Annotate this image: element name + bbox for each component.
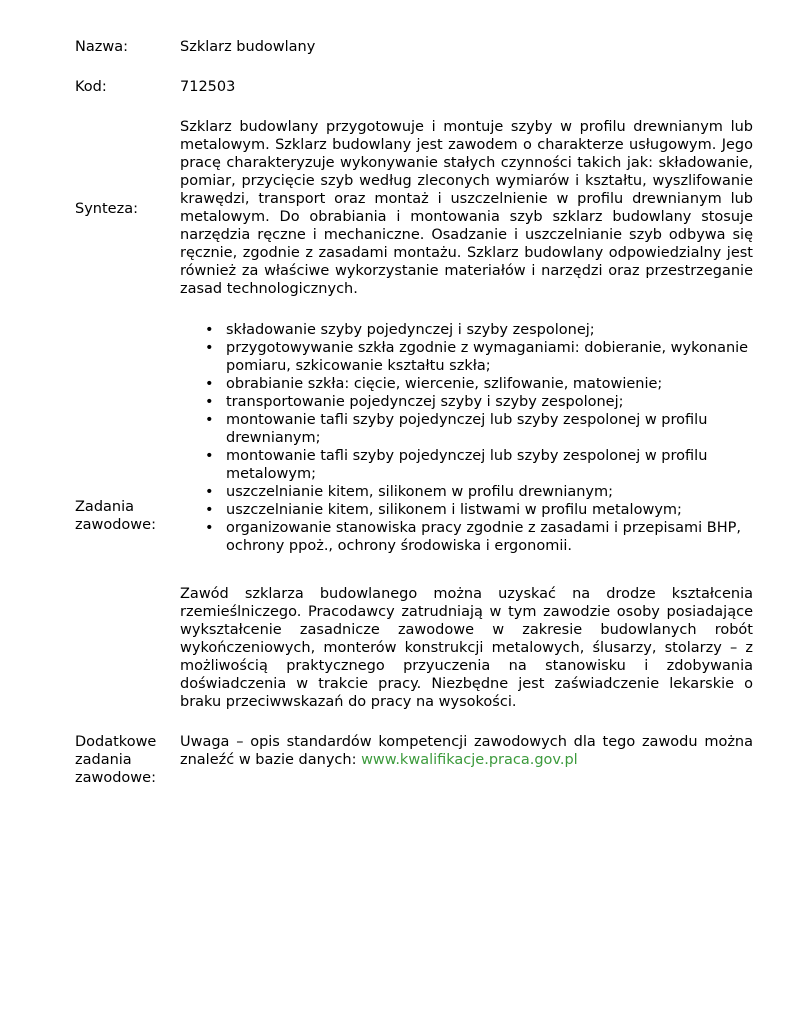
- tasks-list: [180, 321, 753, 555]
- code-row: [75, 78, 753, 98]
- synthesis-label: Synteza:: [75, 201, 138, 217]
- tasks-row: [75, 320, 753, 570]
- name-value: Szklarz budowlany: [180, 39, 316, 55]
- code-label: Kod:: [75, 79, 107, 95]
- task-item: • uszczelnianie kitem, silikonem i listwami w profilu metalowym;: [180, 501, 753, 519]
- synthesis-row: [75, 118, 753, 318]
- task-item: • organizowanie stanowiska pracy zgodnie z zasadami i przepisami BHP, ochrony ppoż., ochrony środowiska i ergonomii.: [180, 519, 753, 555]
- task-item: • transportowanie pojedynczej szyby i szyby zespolonej;: [180, 393, 753, 411]
- tasks-label: Zadania zawodowe:: [75, 499, 156, 533]
- code-value: 712503: [180, 79, 236, 95]
- synthesis-text: Szklarz budowlany przygotowuje i montuje szyby w profilu drewnianym lub metalowym. Szklarz budowlany jest zawodem o charakterze usługowym. Jego pracę charakteryzuje wykonywanie stałych czynności takich jak: składowanie, pomiar, przycięcie szyb według zleconych wymiarów i kształtu, wyszlifowanie krawędzi, transport oraz montaż i uszczelnienie w profilu drewnianym lub metalowym. Do obrabiania i montowania szyb szklarz budowlany stosuje narzędzia ręczne i mechaniczne. Osadzanie i uszczelnianie szyb odbywa się ręcznie, zgodnie z zasadami montażu. Szklarz budowlany odpowiedzialny jest również za właściwe wykorzystanie materiałów i narzędzi oraz przestrzeganie zasad technologicznych.: [180, 119, 753, 297]
- name-row: [75, 38, 753, 58]
- task-item: • montowanie tafli szyby pojedynczej lub szyby zespolonej w profilu metalowym;: [180, 447, 753, 483]
- additional-label: Dodatkowe zadania zawodowe:: [75, 734, 157, 786]
- additional-content: [180, 585, 753, 769]
- additional-text: Zawód szklarza budowlanego można uzyskać na drodze kształcenia rzemieślniczego. Pracodawcy zatrudniają w tym zawodzie osoby posiadające wykształcenie zasadnicze zawodowe w zakresie budowlanych robót wykończeniowych, monterów konstrukcji metalowych, ślusarzy, stolarzy – z możliwością praktycznego przyuczenia na stanowisku i zdobywania doświadczenia w trakcie pracy. Niezbędne jest zaświadczenie lekarskie o braku przeciwwskazań do pracy na wysokości.: [180, 586, 753, 710]
- name-label: Nazwa:: [75, 39, 128, 55]
- additional-note: [180, 733, 753, 769]
- additional-row: [75, 585, 753, 795]
- note-text: Uwaga – opis standardów kompetencji zawodowych dla tego zawodu można znaleźć w bazie danych:: [180, 734, 753, 768]
- task-item: • obrabianie szkła: cięcie, wiercenie, szlifowanie, matowienie;: [180, 375, 753, 393]
- task-item: • uszczelnianie kitem, silikonem w profilu drewnianym;: [180, 483, 753, 501]
- tasks-list-container: [180, 321, 753, 555]
- task-item: • przygotowywanie szkła zgodnie z wymaganiami: dobieranie, wykonanie pomiaru, szkicowanie kształtu szkła;: [180, 339, 753, 375]
- task-item: • montowanie tafli szyby pojedynczej lub szyby zespolonej w profilu drewnianym;: [180, 411, 753, 447]
- kwalifikacje-link[interactable]: www.kwalifikacje.praca.gov.pl: [361, 752, 578, 768]
- task-item: • składowanie szyby pojedynczej i szyby zespolonej;: [180, 321, 753, 339]
